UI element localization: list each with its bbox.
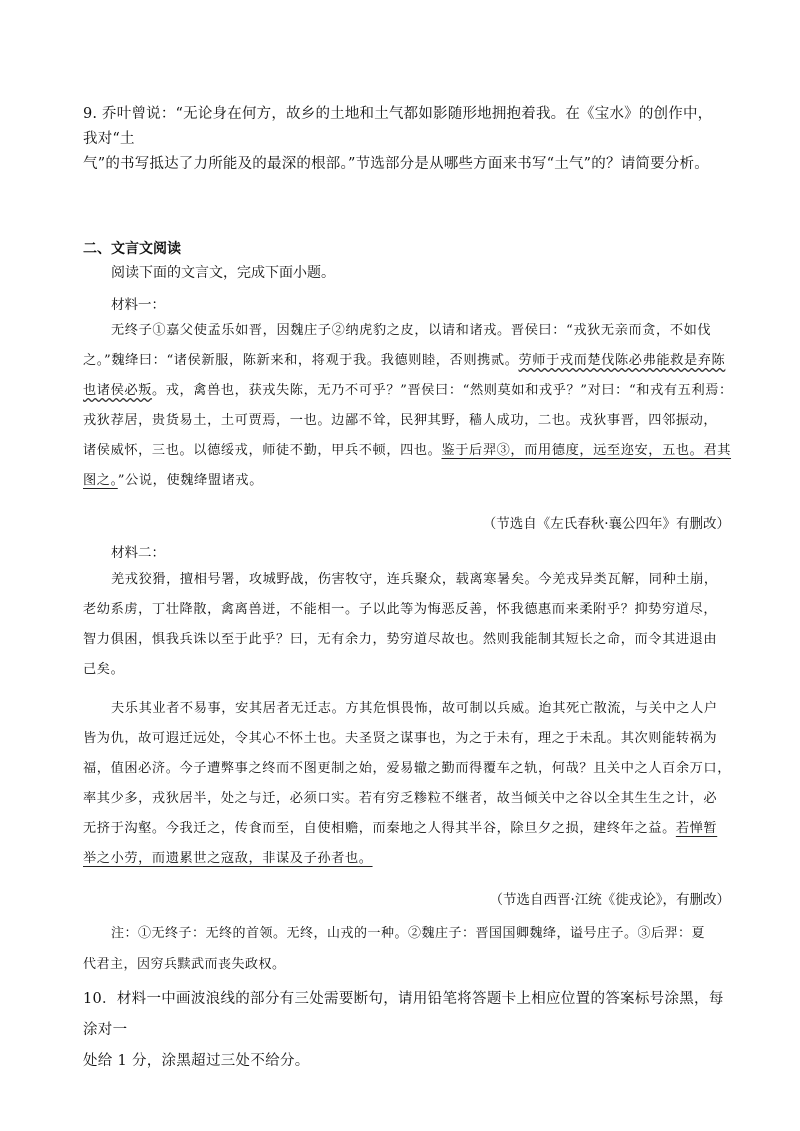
question-9-line-1: 9. 乔叶曾说：“无论身在何方，故乡的土地和土气都如影随形地拥抱着我。在《宝水》的创作中，我对“土 — [83, 106, 713, 147]
material-1-label: 材料一： — [111, 297, 165, 313]
material-2-line: 夫乐其业者不易事，安其居者无迁志。方其危惧畏怖，故可制以兵威。迨其死亡散流，与关中之人户 — [111, 701, 718, 716]
material-1-line — [83, 466, 728, 496]
material-1-line: 戎狄荐居，贵货易土，土可贾焉，一也。边鄙不耸，民狎其野，穑人成功，二也。戎狄事晋，四邻振动， — [83, 413, 718, 428]
material-2-label: 材料二： — [111, 545, 165, 561]
plain-text: 诸侯威怀，三也。以德绥戎，师徒不勤，甲兵不顿，四也。 — [83, 443, 442, 458]
section-intro: 阅读下面的文言文，完成下面小题。 — [111, 265, 335, 281]
plain-text: 无挤于沟壑。今我迁之，传食而至，自使相赡，而秦地之人得其半谷，除旦夕之损，建终年之益。 — [83, 821, 676, 836]
material-1-source: （节选自《左氏春秋·襄公四年》有删改） — [482, 516, 730, 532]
material-2-line: 福，值困必济。今子遭弊事之终而不图更制之始，爱易辙之勤而得覆车之轨，何哉？且关中之人百余万口， — [83, 761, 732, 776]
annotation-line: 注：①无终子：无终的首领。无终，山戎的一种。②魏庄子：晋国国卿魏绛，谥号庄子。③后羿：夏 — [111, 926, 706, 941]
material-2-source: （节选自西晋·江统《徙戎论》，有删改） — [489, 892, 730, 908]
material-2-line: 羌戎狡猾，擅相号署，攻城野战，伤害牧守，连兵聚众，载离寒暑矣。今羌戎异类瓦解，同种土崩， — [111, 572, 718, 587]
material-1-line — [83, 376, 733, 406]
material-1-text — [83, 316, 733, 496]
plain-text: 之。”魏绛曰：“诸侯新服，陈新来和，将观于我。我德则睦，否则携贰。 — [83, 353, 519, 368]
annotation-line: 代君主，因穷兵黩武而丧失政权。 — [83, 957, 286, 972]
question-9 — [83, 102, 723, 177]
question-10-line-2: 处给 1 分，涂黑超过三处不给分。 — [83, 1053, 310, 1069]
material-2-line — [83, 844, 728, 874]
underlined-text: 若惮暂 — [675, 821, 718, 836]
wavy-underlined-text: 也诸侯必叛 — [83, 383, 152, 398]
material-2-line: 智力俱困，惧我兵诛以至于此乎？曰，无有余力，势穷道尽故也。然则我能制其短长之命，而令其进退由 — [83, 632, 718, 647]
material-2-paragraph-1 — [83, 565, 728, 685]
material-2-line: 率其少多，戎狄居半，处之与迁，必须口实。若有穷乏糁粒不继者，故当倾关中之谷以全其生生之计，必 — [83, 791, 718, 806]
question-10 — [83, 984, 728, 1077]
material-2-line: 皆为仇，故可遐迁远处，令其心不怀土也。夫圣贤之谋事也，为之于未有，理之于未乱。其次则能转祸为 — [83, 731, 718, 746]
material-2-line: 老幼系虏，丁壮降散，禽离兽迸，不能相一。子以此等为悔恶反善，怀我德惠而来柔附乎？抑势穷道尽， — [83, 602, 718, 617]
question-9-line-2: 气”的书写抵达了力所能及的最深的根部。”节选部分是从哪些方面来书写“土气”的？请简要分析。 — [83, 156, 709, 172]
plain-text: 。戎，禽兽也，获戎失陈，无乃不可乎？”晋侯曰：“然则莫如和戎乎？”对曰：“和戎有五利焉： — [151, 383, 733, 398]
underlined-text: 图之。 — [83, 473, 118, 488]
material-1-line: 无终子①嘉父使孟乐如晋，因魏庄子②纳虎豹之皮，以请和诸戎。晋侯曰：“戎狄无亲而贪，不如伐 — [111, 323, 712, 338]
material-2-paragraph-2 — [83, 694, 732, 874]
material-2-line — [83, 814, 728, 844]
question-10-line-1: 10．材料一中画波浪线的部分有三处需要断句，请用铅笔将答题卡上相应位置的答案标号涂黑，每涂对一 — [83, 991, 724, 1038]
plain-text: ”公说，使魏绛盟诸戎。 — [117, 473, 263, 488]
wavy-underlined-text: 劳师于戎而楚伐陈必弗能救是弃陈 — [518, 353, 726, 368]
material-2-line: 己矣。 — [83, 662, 125, 677]
material-1-line — [83, 346, 728, 376]
material-1-line — [83, 436, 732, 466]
section-title: 二、文言文阅读 — [83, 241, 181, 257]
annotations — [83, 918, 728, 980]
underlined-text: 鉴于后羿③，而用德度，远至迩安，五也。君其 — [441, 443, 732, 458]
underlined-text: 举之小劳，而遗累世之寇敌，非谋及子孙者也。 — [83, 851, 373, 866]
